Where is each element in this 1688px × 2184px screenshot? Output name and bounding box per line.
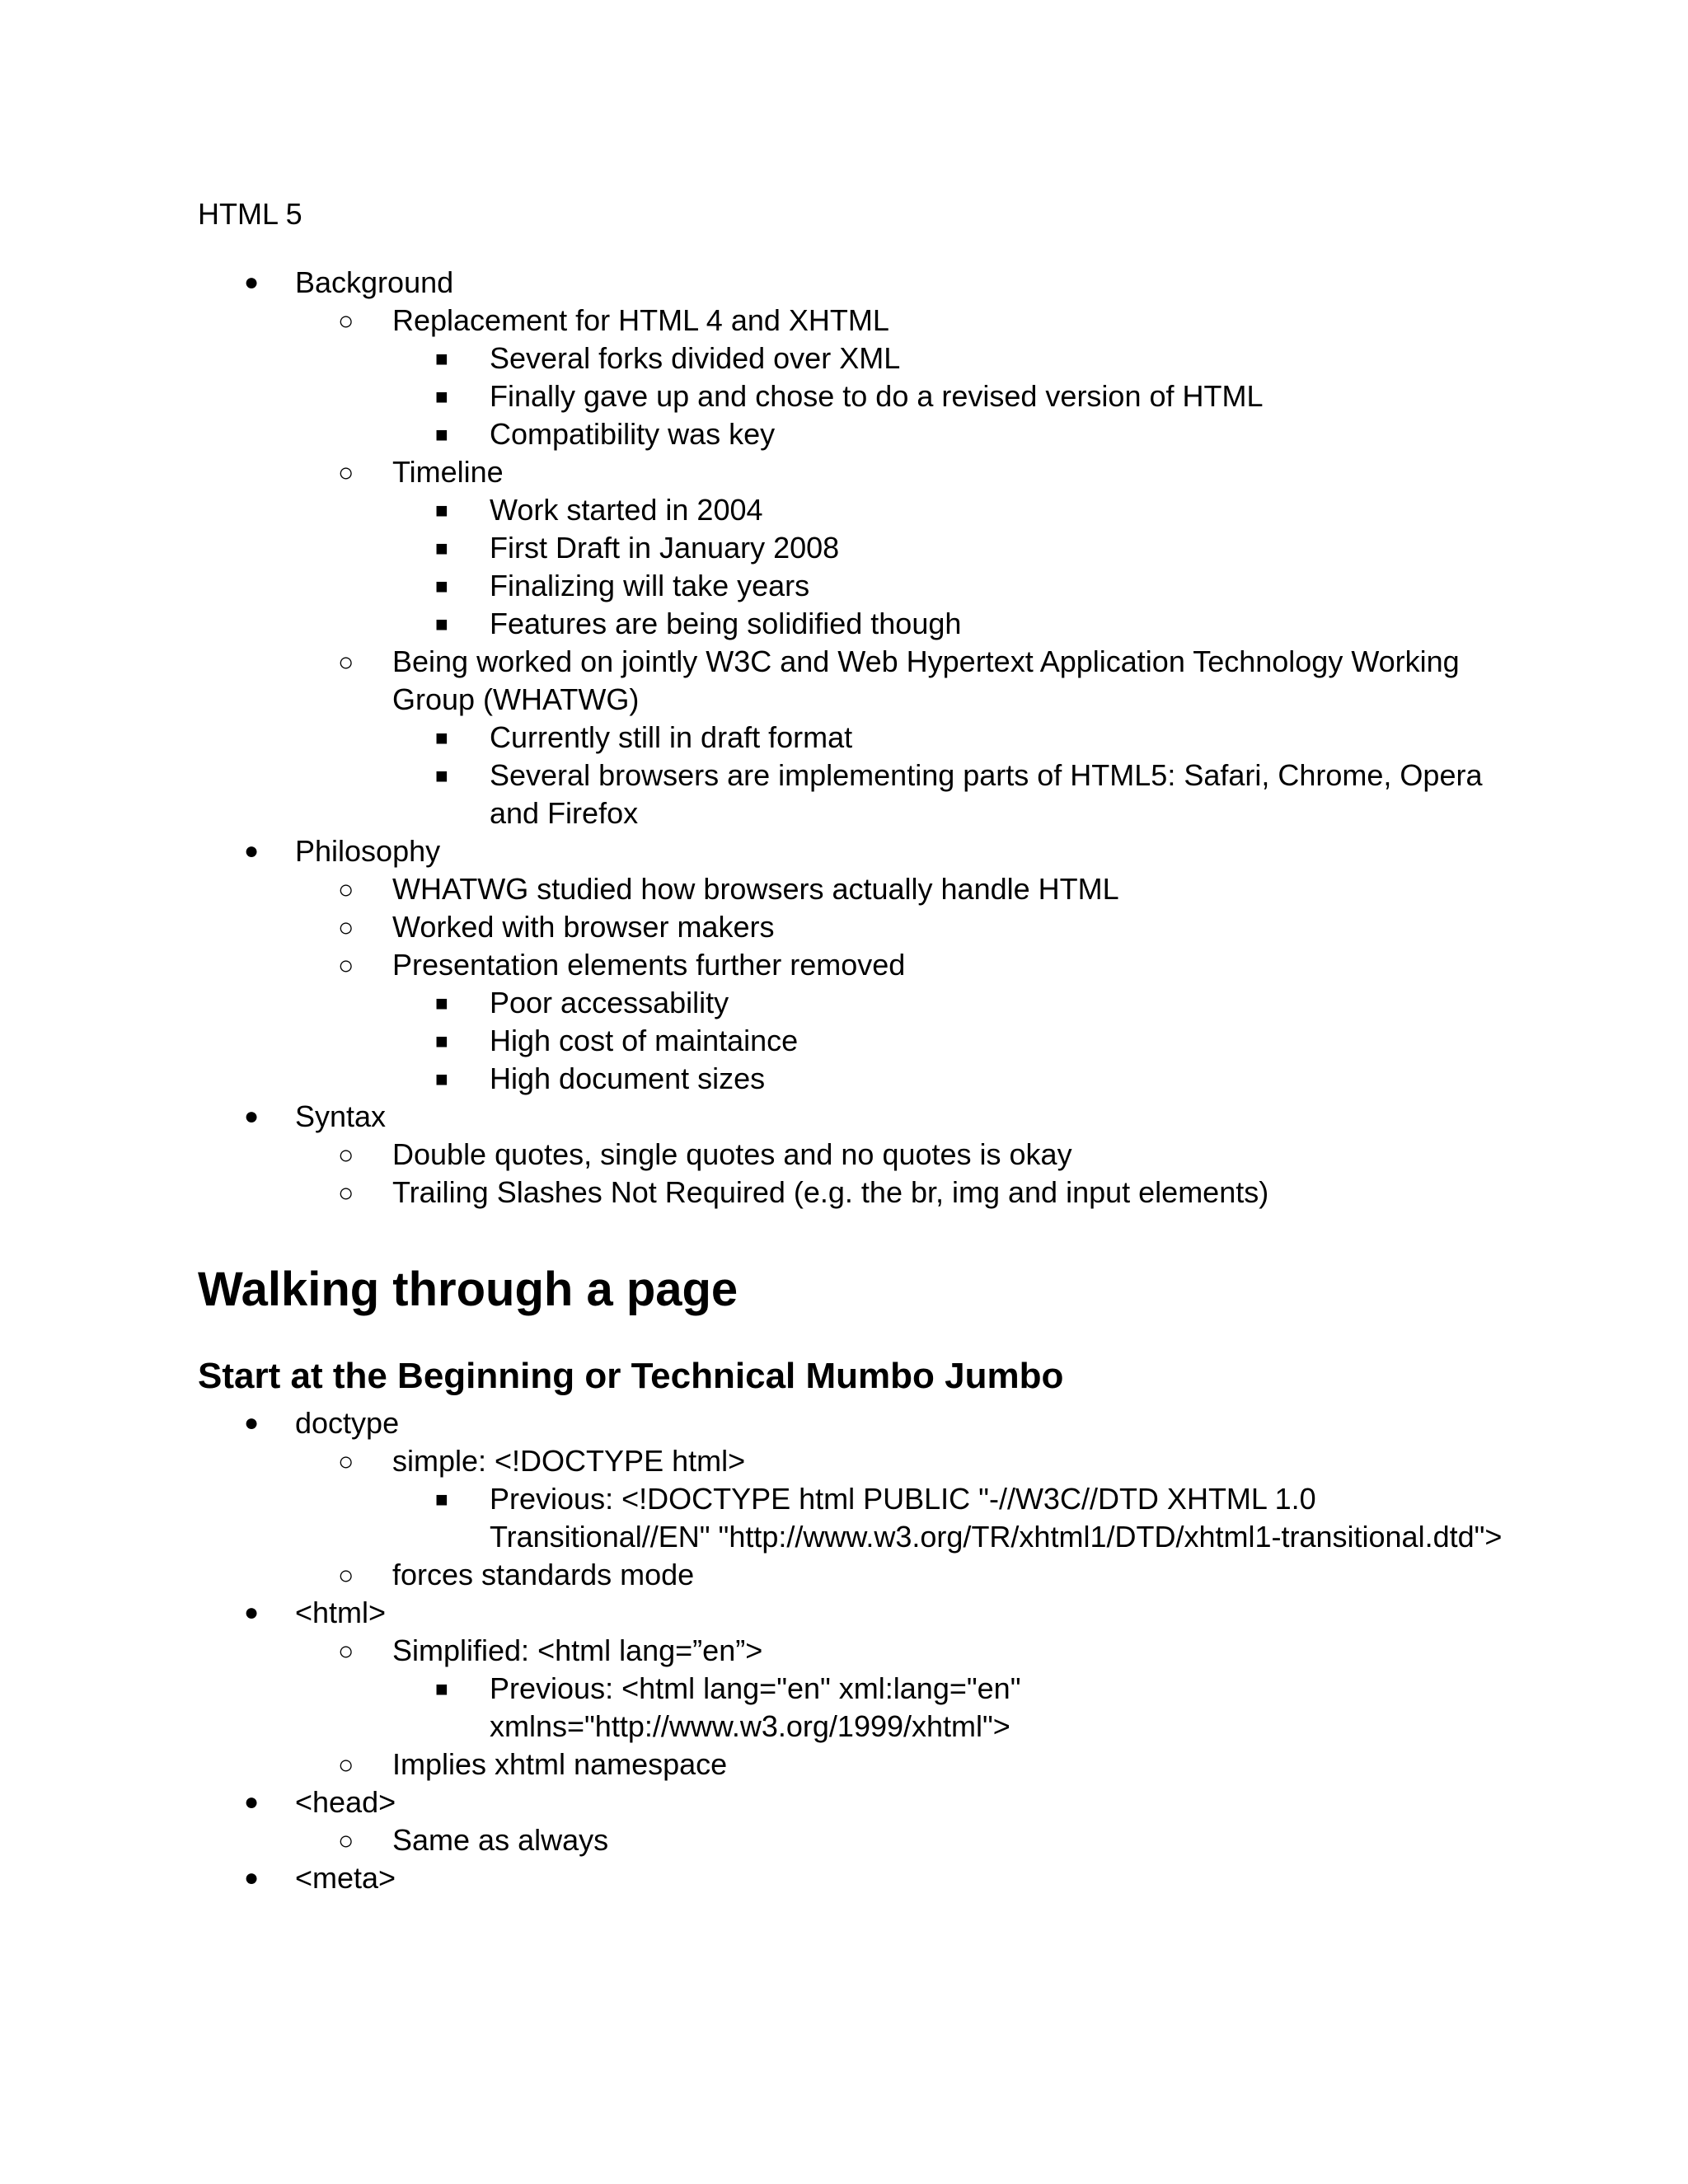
list-item-philosophy [198, 832, 1517, 1098]
bullet-square-icon: ■ [435, 536, 448, 560]
document-title: HTML 5 [198, 197, 302, 231]
list-item-label: Previous: <html lang="en" xml:lang="en" xmlns="http://www.w3.org/1999/xhtml"> [490, 1671, 1021, 1743]
bullet-hollow-circle-icon: ○ [338, 1560, 354, 1590]
list-item-label: First Draft in January 2008 [490, 531, 840, 565]
bullet-filled-circle-icon: ● [244, 837, 260, 865]
list-item [392, 340, 1517, 377]
list-item-label: Finalizing will take years [490, 569, 810, 602]
heading-walking-through-a-page: Walking through a page [198, 1263, 738, 1316]
document-content [198, 193, 1517, 1897]
bullet-filled-circle-icon: ● [244, 1864, 260, 1891]
list-item-label: Simplified: <html lang=”en”> [392, 1633, 763, 1667]
bullet-hollow-circle-icon: ○ [338, 1178, 354, 1207]
bullet-square-icon: ■ [435, 612, 448, 636]
list-item-label: WHATWG studied how browsers actually handle HTML [392, 872, 1119, 906]
list-item [295, 1746, 1517, 1783]
list-item [392, 415, 1517, 453]
sublist [295, 302, 1517, 832]
outline-list [198, 264, 1517, 1212]
sublist [295, 1442, 1517, 1594]
bullet-filled-circle-icon: ● [244, 269, 260, 296]
bullet-filled-circle-icon: ● [244, 1599, 260, 1626]
sublist [392, 1670, 1517, 1746]
list-item-label: doctype [295, 1406, 400, 1440]
list-item-label: Trailing Slashes Not Required (e.g. the br, img and input elements) [392, 1175, 1269, 1209]
bullet-square-icon: ■ [435, 1066, 448, 1091]
list-item-label: Work started in 2004 [490, 493, 763, 527]
list-item [295, 302, 1517, 453]
list-item-label: Same as always [392, 1823, 609, 1857]
list-item-syntax [198, 1098, 1517, 1212]
bullet-square-icon: ■ [435, 1676, 448, 1701]
list-item [392, 491, 1517, 529]
list-item [295, 908, 1517, 946]
bullet-hollow-circle-icon: ○ [338, 1140, 354, 1169]
heading-start-at-the-beginning: Start at the Beginning or Technical Mumbo Jumbo [198, 1356, 1064, 1396]
bullet-hollow-circle-icon: ○ [338, 912, 354, 942]
bullet-hollow-circle-icon: ○ [338, 1825, 354, 1855]
bullet-square-icon: ■ [435, 498, 448, 523]
list-item-head [198, 1783, 1517, 1859]
list-item-label: <meta> [295, 1861, 396, 1895]
list-item-label: Timeline [392, 455, 504, 489]
bullet-hollow-circle-icon: ○ [338, 457, 354, 487]
list-item-label: Poor accessability [490, 986, 729, 1019]
bullet-square-icon: ■ [435, 1029, 448, 1053]
bullet-square-icon: ■ [435, 991, 448, 1015]
list-item [392, 605, 1517, 643]
bullet-square-icon: ■ [435, 384, 448, 409]
list-item [295, 870, 1517, 908]
list-item [392, 1060, 1517, 1098]
list-item [295, 453, 1517, 643]
list-item-label: Presentation elements further removed [392, 948, 906, 982]
list-item-label: Syntax [295, 1099, 387, 1133]
list-item [295, 1174, 1517, 1212]
list-item [295, 1632, 1517, 1746]
sublist [392, 1480, 1517, 1556]
sublist [295, 870, 1517, 1098]
list-item [392, 529, 1517, 567]
bullet-hollow-circle-icon: ○ [338, 306, 354, 335]
list-item-label: High cost of maintaince [490, 1024, 799, 1057]
list-item [392, 377, 1517, 415]
list-item-label: Features are being solidified though [490, 607, 962, 640]
list-item-meta [198, 1859, 1517, 1897]
list-item-label: High document sizes [490, 1062, 766, 1095]
list-item-label: Currently still in draft format [490, 720, 853, 754]
list-item [392, 1670, 1517, 1746]
list-item-label: Worked with browser makers [392, 910, 775, 944]
bullet-filled-circle-icon: ● [244, 1409, 260, 1436]
list-item-label: Previous: <!DOCTYPE html PUBLIC "-//W3C//DTD XHTML 1.0 Transitional//EN" "http://www.w3.org/TR/xhtml1/DTD/xhtml1-transitional.dtd"> [490, 1482, 1503, 1554]
bullet-hollow-circle-icon: ○ [338, 647, 354, 677]
list-item [295, 643, 1517, 832]
sublist [295, 1632, 1517, 1783]
sublist [392, 984, 1517, 1098]
list-item [295, 1442, 1517, 1556]
bullet-square-icon: ■ [435, 346, 448, 371]
list-item-label: simple: <!DOCTYPE html> [392, 1444, 746, 1478]
bullet-square-icon: ■ [435, 574, 448, 598]
list-item [392, 719, 1517, 757]
bullet-square-icon: ■ [435, 763, 448, 788]
list-item-html [198, 1594, 1517, 1783]
list-item [295, 1556, 1517, 1594]
sublist [295, 1821, 1517, 1859]
bullet-filled-circle-icon: ● [244, 1788, 260, 1816]
bullet-filled-circle-icon: ● [244, 1103, 260, 1130]
list-item [392, 984, 1517, 1022]
bullet-hollow-circle-icon: ○ [338, 874, 354, 904]
sublist [392, 719, 1517, 832]
list-item [295, 946, 1517, 1098]
sublist [295, 1136, 1517, 1212]
list-item-label: Finally gave up and chose to do a revised version of HTML [490, 379, 1264, 413]
bullet-square-icon: ■ [435, 1487, 448, 1511]
bullet-hollow-circle-icon: ○ [338, 1446, 354, 1476]
list-item-background [198, 264, 1517, 832]
list-item-label: Several forks divided over XML [490, 341, 901, 375]
list-item-label: Compatibility was key [490, 417, 776, 451]
bullet-hollow-circle-icon: ○ [338, 950, 354, 980]
list-item-label: Philosophy [295, 834, 441, 868]
list-item [295, 1136, 1517, 1174]
sublist [392, 340, 1517, 453]
bullet-hollow-circle-icon: ○ [338, 1750, 354, 1779]
list-item-label: <head> [295, 1785, 396, 1819]
list-item-label: Several browsers are implementing parts of HTML5: Safari, Chrome, Opera and Firefox [490, 758, 1483, 830]
bullet-square-icon: ■ [435, 422, 448, 447]
list-item-label: <html> [295, 1596, 387, 1629]
list-item [392, 757, 1517, 832]
outline-list [198, 1404, 1517, 1897]
list-item [295, 1821, 1517, 1859]
list-item-label: forces standards mode [392, 1558, 695, 1591]
list-item [392, 567, 1517, 605]
sublist [392, 491, 1517, 643]
list-item-label: Background [295, 265, 454, 299]
list-item-doctype [198, 1404, 1517, 1594]
list-item [392, 1022, 1517, 1060]
list-item [392, 1480, 1517, 1556]
list-item-label: Replacement for HTML 4 and XHTML [392, 303, 889, 337]
bullet-square-icon: ■ [435, 725, 448, 750]
bullet-hollow-circle-icon: ○ [338, 1636, 354, 1666]
list-item-label: Implies xhtml namespace [392, 1747, 728, 1781]
list-item-label: Double quotes, single quotes and no quotes is okay [392, 1137, 1072, 1171]
list-item-label: Being worked on jointly W3C and Web Hypertext Application Technology Working Group (WHATWG) [392, 644, 1460, 716]
